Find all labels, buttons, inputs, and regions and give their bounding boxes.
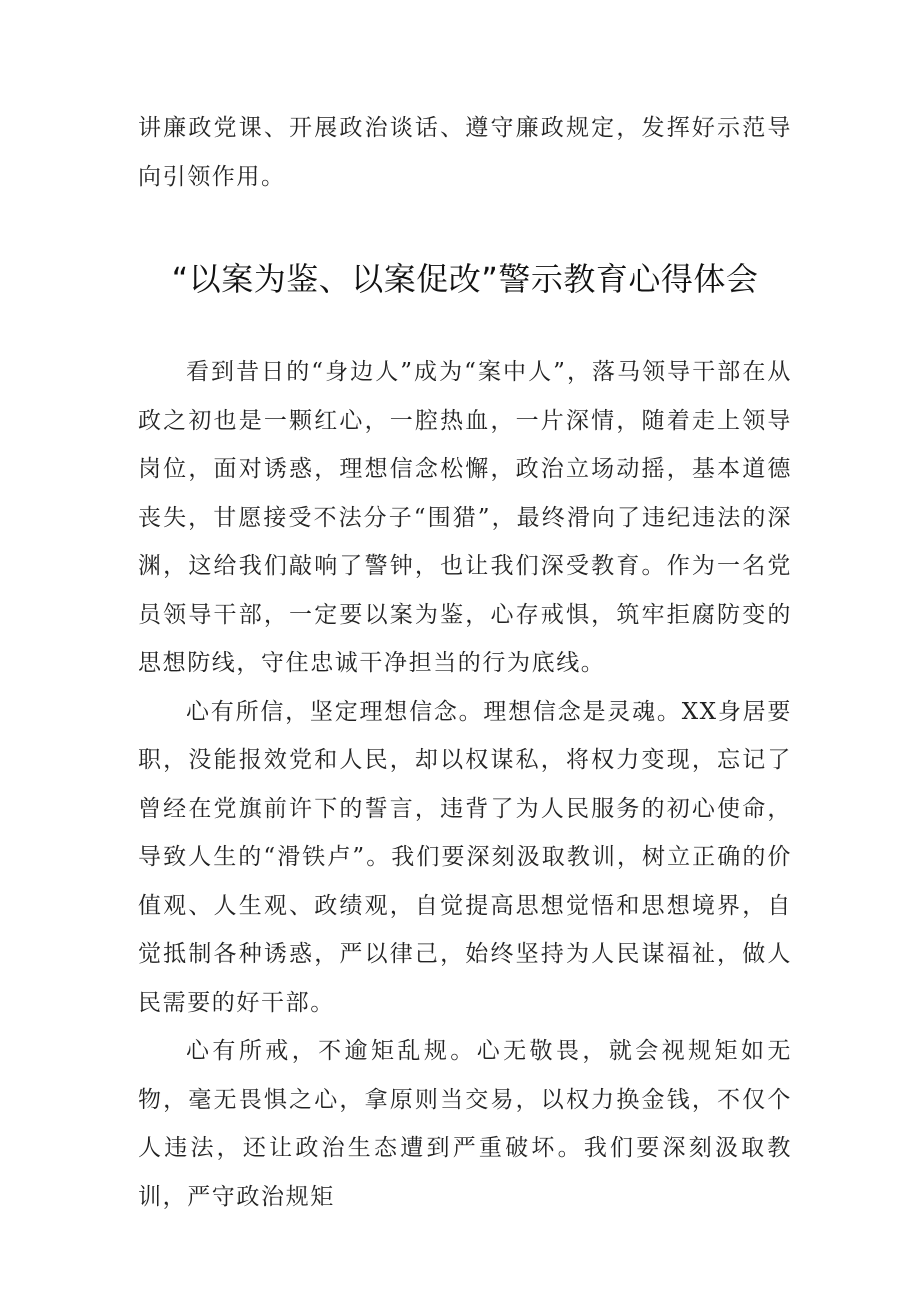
body-paragraph-3: 心有所戒，不逾矩乱规。心无敬畏，就会视规矩如无物，毫无畏惧之心，拿原则当交易，以权力换金钱，不仅个人违法，还让政治生态遭到严重破坏。我们要深刻汲取教训，严守政治规矩 [138, 1038, 792, 1210]
body-paragraph-2: 心有所信，坚定理想信念。理想信念是灵魂。XX身居要职，没能报效党和人民，却以权谋私，将权力变现，忘记了曾经在党旗前许下的誓言，违背了为人民服务的初心使命，导致人生的“滑铁卢”。我们要深刻汲取教训，树立正确的价值观、人生观、政绩观，自觉提高思想觉悟和思想境界，自觉抵制各种诱惑，严以律己，始终坚持为人民谋福祉，做人民需要的好干部。 [138, 698, 792, 1016]
body-paragraph-1: 看到昔日的“身边人”成为“案中人”，落马领导干部在从政之初也是一颗红心，一腔热血，一片深情，随着走上领导岗位，面对诱惑，理想信念松懈，政治立场动摇，基本道德丧失，甘愿接受不法分子“围猎”，最终滑向了违纪违法的深渊，这给我们敲响了警钟，也让我们深受教育。作为一名党员领导干部，一定要以案为鉴，心存戒惧，筑牢拒腐防变的思想防线，守住忠诚干净担当的行为底线。 [138, 359, 792, 676]
leading-paragraph: 讲廉政党课、开展政治谈话、遵守廉政规定，发挥好示范导向引领作用。 [138, 115, 792, 190]
document-body [138, 104, 792, 1221]
document-title: “以案为鉴、以案促改”警示教育心得体会 [171, 260, 759, 298]
